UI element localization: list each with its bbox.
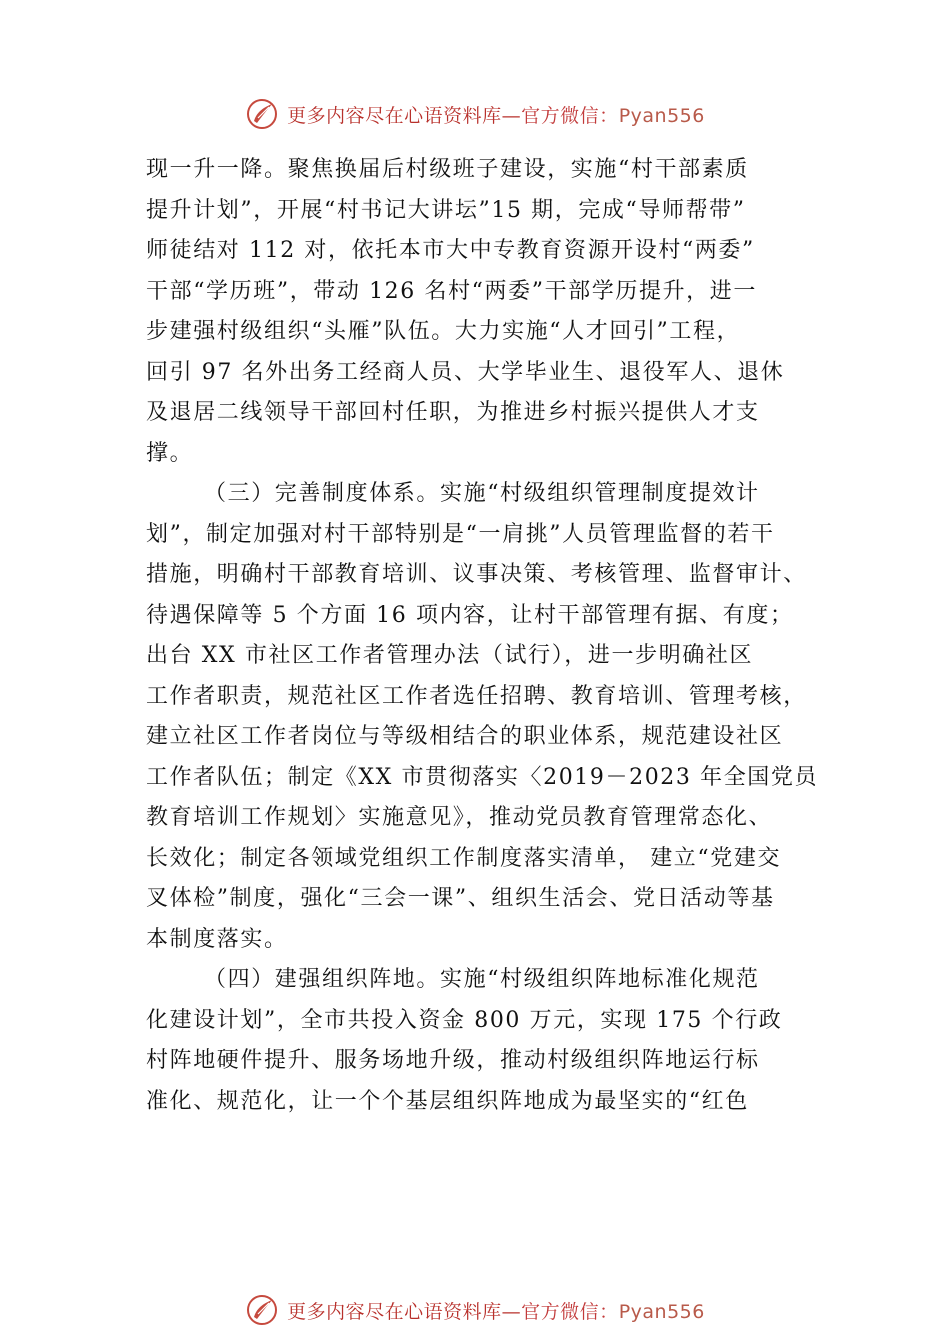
logo-icon	[245, 1293, 279, 1327]
header-promo: 更多内容尽在心语资料库—	[287, 104, 522, 127]
header-wechat-id: Pyan556	[618, 104, 705, 127]
text-line: 本制度落实。	[146, 926, 288, 952]
document-body	[146, 150, 846, 1122]
footer-wechat-id: Pyan556	[618, 1300, 705, 1323]
footer-banner-text	[287, 1297, 705, 1324]
text-line: 撑。	[146, 440, 194, 466]
logo-icon	[245, 97, 279, 131]
text-line: 工作者队伍；制定《XX 市贯彻落实〈2019－2023 年全国党员	[146, 764, 819, 790]
text-line: 措施，明确村干部教育培训、议事决策、考核管理、监督审计、	[146, 562, 807, 587]
text-line: 工作者职责，规范社区工作者选任招聘、教育培训、管理考核，	[146, 683, 807, 709]
text-line: 化建设计划”，全市共投入资金 800 万元，实现 175 个行政	[146, 1007, 783, 1033]
text-line: 干部“学历班”，带动 126 名村“两委”干部学历提升，进一	[146, 278, 757, 304]
text-line: 师徒结对 112 对，依托本市大中专教育资源开设村“两委”	[146, 238, 755, 263]
text-line: 现一升一降。聚焦换届后村级班子建设，实施“村干部素质	[146, 157, 749, 182]
text-line: 步建强村级组织“头雁”队伍。大力实施“人才回引”工程，	[146, 319, 741, 344]
text-line: 村阵地硬件提升、服务场地升级，推动村级组织阵地运行标	[146, 1048, 760, 1073]
text-line: 提升计划”，开展“村书记大讲坛”15 期，完成“导师帮带”	[146, 197, 746, 223]
text-line: 准化、规范化，让一个个基层组织阵地成为最坚实的“红色	[146, 1088, 749, 1114]
text-line: 待遇保障等 5 个方面 16 项内容，让村干部管理有据、有度；	[146, 602, 794, 628]
header-official: 官方微信：	[521, 104, 619, 127]
footer-banner	[0, 1290, 950, 1330]
footer-official: 官方微信：	[521, 1300, 619, 1323]
paragraph-4-start: （四）建强组织阵地。实施“村级组织阵地标准化规范	[204, 967, 760, 992]
header-banner-text	[287, 101, 705, 128]
text-line: 出台 XX 市社区工作者管理办法（试行），进一步明确社区	[146, 643, 754, 668]
paragraph-3-start: （三）完善制度体系。实施“村级组织管理制度提效计	[204, 481, 760, 506]
text-line: 划”，制定加强对村干部特别是“一肩挑”人员管理监督的若干	[146, 521, 775, 547]
footer-promo: 更多内容尽在心语资料库—	[287, 1300, 522, 1323]
text-line: 及退居二线领导干部回村任职，为推进乡村振兴提供人才支	[146, 400, 760, 425]
header-banner	[0, 94, 950, 134]
text-line: 回引 97 名外出务工经商人员、大学毕业生、退役军人、退休	[146, 359, 785, 385]
text-line: 叉体检”制度，强化“三会一课”、组织生活会、党日活动等基	[146, 886, 775, 911]
text-line: 教育培训工作规划〉实施意见》，推动党员教育管理常态化、	[146, 805, 773, 830]
text-line: 长效化；制定各领域党组织工作制度落实清单， 建立“党建交	[146, 845, 782, 871]
text-line: 建立社区工作者岗位与等级相结合的职业体系，规范建设社区	[146, 724, 784, 749]
